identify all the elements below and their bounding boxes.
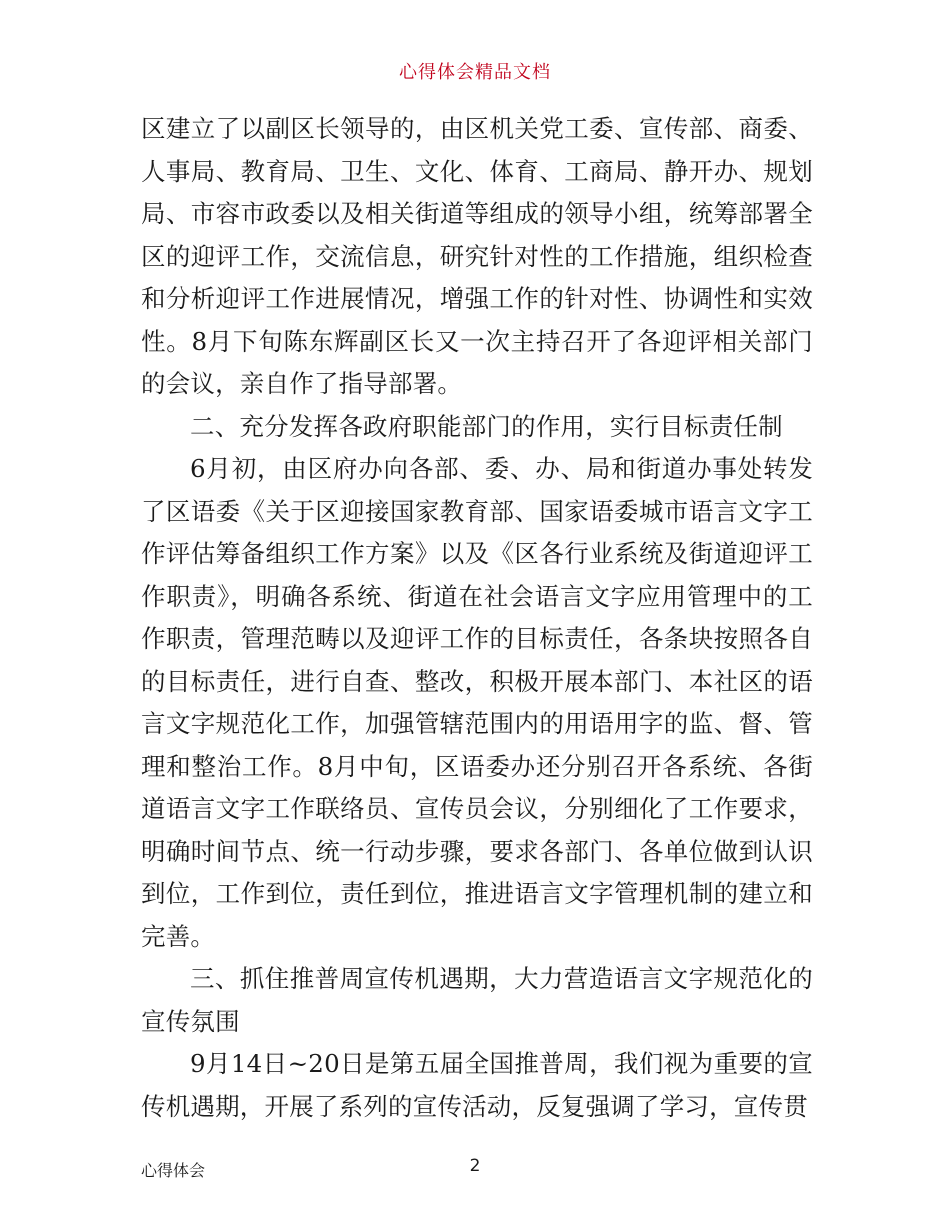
paragraph: 区建立了以副区长领导的，由区机关党工委、宣传部、商委、人事局、教育局、卫生、文化、体育、工商局、静开办、规划局、市容市政委以及相关街道等组成的领导小组，统筹部署全区的迎评工作，交流信息，研究针对性的工作措施，组织检查和分析迎评工作进展情况，增强工作的针对性、协调性和实效性。8月下旬陈东辉副区长又一次主持召开了各迎评相关部门的会议，亲自作了指导部署。 [141, 114, 813, 398]
footer-label: 心得体会 [141, 1161, 206, 1180]
page-number: 2 [469, 1156, 481, 1176]
paragraph: 9月14日~20日是第五届全国推普周，我们视为重要的宣传机遇期，开展了系列的宣传活动，反复强调了学习，宣传贯 [141, 1049, 813, 1121]
document-body [141, 108, 813, 1128]
paragraph: 6月初，由区府办向各部、委、办、局和街道办事处转发了区语委《关于区迎接国家教育部、国家语委城市语言文字工作评估筹备组织工作方案》以及《区各行业系统及街道迎评工作职责》，明确各系统、街道在社会语言文字应用管理中的工作职责，管理范畴以及迎评工作的目标责任，各条块按照各自的目标责任，进行自查、整改，积极开展本部门、本社区的语言文字规范化工作，加强管辖范围内的用语用字的监、督、管理和整治工作。8月中旬，区语委办还分别召开各系统、各街道语言文字工作联络员、宣传员会议，分别细化了工作要求，明确时间节点、统一行动步骤，要求各部门、各单位做到认识到位，工作到位，责任到位，推进语言文字管理机制的建立和完善。 [141, 454, 813, 951]
page-header: 心得体会精品文档 [399, 62, 551, 83]
section-heading: 三、抓住推普周宣传机遇期，大力营造语言文字规范化的宣传氛围 [141, 964, 813, 1036]
section-heading: 二、充分发挥各政府职能部门的作用，实行目标责任制 [190, 411, 783, 441]
